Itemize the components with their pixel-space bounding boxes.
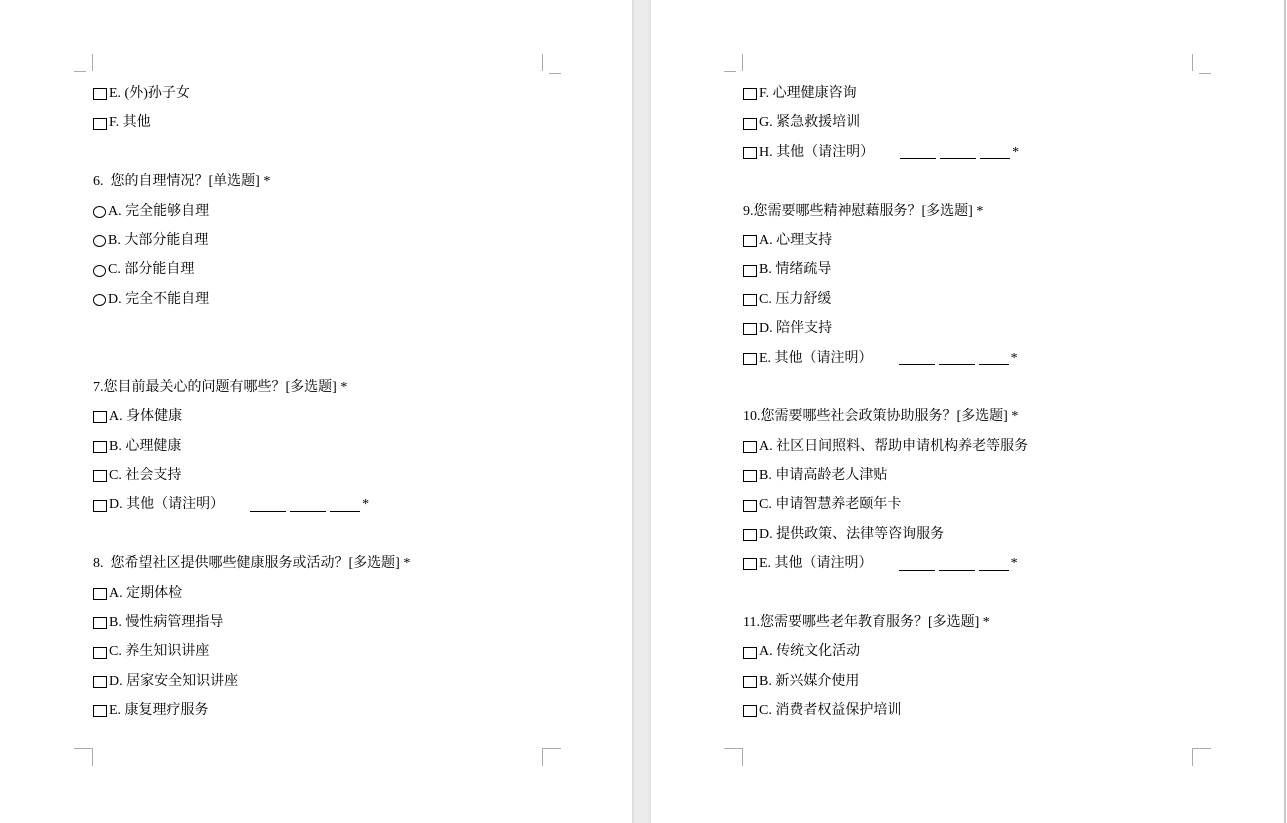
option-line[interactable]	[93, 667, 573, 696]
checkbox-icon[interactable]	[93, 411, 107, 423]
checkbox-icon[interactable]	[93, 470, 107, 482]
question-text: 10.您需要哪些社会政策协助服务？[多选题] *	[743, 409, 1019, 425]
checkbox-icon[interactable]	[93, 588, 107, 600]
question-text: 9.您需要哪些精神慰藉服务？[多选题] *	[743, 203, 984, 219]
text-boundary-mark	[1192, 748, 1211, 749]
checkbox-icon[interactable]	[743, 323, 757, 335]
fill-in-blank-line	[979, 569, 1009, 571]
blank-line	[743, 579, 1223, 608]
text-boundary-mark	[724, 71, 736, 72]
checkbox-icon[interactable]	[93, 441, 107, 453]
checkbox-icon[interactable]	[743, 558, 757, 570]
option-text: D. 居家安全知识讲座	[109, 673, 239, 689]
fill-in-blank-line	[250, 510, 286, 512]
question-text: 7.您目前最关心的问题有哪些？[多选题] *	[93, 379, 348, 395]
fill-in-blank-line	[940, 157, 976, 159]
option-text: A. 传统文化活动	[759, 644, 861, 660]
page-2-text-area	[743, 79, 1223, 726]
fill-in-blank-line	[939, 363, 975, 365]
option-line[interactable]	[743, 637, 1223, 666]
checkbox-icon[interactable]	[743, 500, 757, 512]
question-line	[93, 549, 573, 578]
option-text: D. 陪伴支持	[759, 321, 833, 337]
option-line[interactable]	[743, 226, 1223, 255]
option-line[interactable]	[743, 314, 1223, 343]
option-text: A. 完全能够自理	[108, 203, 210, 219]
radio-icon[interactable]	[93, 294, 106, 306]
option-text: B. 新兴媒介使用	[759, 673, 860, 689]
option-line[interactable]	[743, 549, 1223, 578]
radio-icon[interactable]	[93, 206, 106, 218]
option-line[interactable]	[93, 255, 573, 284]
option-line[interactable]	[743, 79, 1223, 108]
fill-in-blank-line	[899, 363, 935, 365]
text-boundary-mark	[74, 71, 86, 72]
option-text: D. 提供政策、法律等咨询服务	[759, 526, 945, 542]
option-text: D. 其他（请注明）	[109, 497, 225, 513]
option-line[interactable]	[93, 696, 573, 725]
checkbox-icon[interactable]	[93, 617, 107, 629]
checkbox-icon[interactable]	[743, 441, 757, 453]
option-text: B. 大部分能自理	[108, 232, 209, 248]
fill-in-blank-line	[980, 157, 1010, 159]
text-boundary-mark	[542, 749, 543, 766]
option-line[interactable]	[93, 226, 573, 255]
option-line[interactable]	[93, 461, 573, 490]
question-text: 8. 您希望社区提供哪些健康服务或活动？[多选题] *	[93, 556, 411, 572]
checkbox-icon[interactable]	[743, 353, 757, 365]
option-line[interactable]	[743, 696, 1223, 725]
fill-in-blank-line	[290, 510, 326, 512]
option-text: B. 慢性病管理指导	[109, 615, 224, 631]
option-line[interactable]	[743, 285, 1223, 314]
option-line[interactable]	[93, 108, 573, 137]
option-line[interactable]	[93, 79, 573, 108]
text-boundary-mark	[74, 748, 93, 749]
option-text: C. 消费者权益保护培训	[759, 703, 902, 719]
fill-in-blank-line	[899, 569, 935, 571]
required-asterisk: *	[362, 497, 370, 513]
option-text: E. 其他（请注明）	[759, 556, 873, 572]
fill-in-blank-line	[979, 363, 1009, 365]
required-asterisk: *	[1012, 144, 1020, 160]
text-boundary-mark	[542, 54, 543, 71]
checkbox-icon[interactable]	[93, 88, 107, 100]
option-line[interactable]	[93, 197, 573, 226]
option-line[interactable]	[743, 255, 1223, 284]
blank-line	[743, 167, 1223, 196]
option-text: C. 压力舒缓	[759, 291, 832, 307]
option-line[interactable]	[93, 637, 573, 666]
text-boundary-mark	[542, 748, 561, 749]
fill-in-blank-line	[939, 569, 975, 571]
checkbox-icon[interactable]	[743, 147, 757, 159]
checkbox-icon[interactable]	[93, 705, 107, 717]
option-text: D. 完全不能自理	[108, 291, 210, 307]
option-line[interactable]	[743, 667, 1223, 696]
option-line[interactable]	[93, 402, 573, 431]
option-text: C. 部分能自理	[108, 262, 195, 278]
option-text: E. 其他（请注明）	[759, 350, 873, 366]
option-text: A. 心理支持	[759, 232, 833, 248]
checkbox-icon[interactable]	[743, 88, 757, 100]
option-line[interactable]	[93, 285, 573, 314]
checkbox-icon[interactable]	[743, 705, 757, 717]
checkbox-icon[interactable]	[743, 647, 757, 659]
document-page-2	[651, 0, 1284, 823]
option-line[interactable]	[93, 490, 573, 519]
option-line[interactable]	[743, 461, 1223, 490]
text-boundary-mark	[742, 749, 743, 766]
checkbox-icon[interactable]	[93, 118, 107, 130]
checkbox-icon[interactable]	[743, 118, 757, 130]
checkbox-icon[interactable]	[743, 294, 757, 306]
question-line	[743, 402, 1223, 431]
checkbox-icon[interactable]	[743, 529, 757, 541]
option-text: F. 其他	[109, 115, 151, 131]
fill-in-blank-line	[330, 510, 360, 512]
text-boundary-mark	[1199, 73, 1211, 74]
text-boundary-mark	[549, 73, 561, 74]
option-line[interactable]	[743, 490, 1223, 519]
option-text: B. 情绪疏导	[759, 262, 832, 278]
option-line[interactable]	[93, 432, 573, 461]
option-text: G. 紧急救援培训	[759, 115, 861, 131]
required-asterisk: *	[1010, 556, 1018, 572]
option-text: A. 定期体检	[109, 585, 183, 601]
option-text: B. 申请高龄老人津贴	[759, 468, 888, 484]
option-line[interactable]	[93, 608, 573, 637]
question-line	[93, 373, 573, 402]
blank-line	[93, 138, 573, 167]
page-gutter	[632, 0, 651, 823]
text-boundary-mark	[92, 54, 93, 71]
option-text: H. 其他（请注明）	[759, 144, 875, 160]
option-line[interactable]	[743, 108, 1223, 137]
blank-line	[93, 344, 573, 373]
option-text: B. 心理健康	[109, 438, 182, 454]
option-text: C. 养生知识讲座	[109, 644, 210, 660]
question-line	[743, 608, 1223, 637]
text-boundary-mark	[1192, 54, 1193, 71]
option-text: C. 申请智慧养老颐年卡	[759, 497, 902, 513]
blank-line	[93, 520, 573, 549]
option-text: A. 社区日间照料、帮助申请机构养老等服务	[759, 438, 1029, 454]
text-boundary-mark	[92, 749, 93, 766]
text-boundary-mark	[1192, 749, 1193, 766]
option-line[interactable]	[743, 520, 1223, 549]
option-line[interactable]	[743, 344, 1223, 373]
option-text: A. 身体健康	[109, 409, 183, 425]
radio-icon[interactable]	[93, 235, 106, 247]
option-line[interactable]	[743, 432, 1223, 461]
window-edge-line	[1284, 0, 1286, 823]
fill-in-blank-line	[900, 157, 936, 159]
question-line	[743, 197, 1223, 226]
radio-icon[interactable]	[93, 265, 106, 277]
blank-line	[93, 314, 573, 343]
text-boundary-mark	[724, 748, 743, 749]
blank-line	[743, 373, 1223, 402]
option-text: C. 社会支持	[109, 468, 182, 484]
checkbox-icon[interactable]	[743, 676, 757, 688]
checkbox-icon[interactable]	[743, 265, 757, 277]
option-text: F. 心理健康咨询	[759, 86, 857, 101]
option-text: E. (外)孙子女	[109, 86, 190, 101]
text-boundary-mark	[742, 54, 743, 71]
checkbox-icon[interactable]	[743, 470, 757, 482]
option-line[interactable]	[93, 579, 573, 608]
checkbox-icon[interactable]	[93, 676, 107, 688]
document-page-1	[0, 0, 632, 823]
checkbox-icon[interactable]	[93, 647, 107, 659]
option-text: E. 康复理疗服务	[109, 703, 209, 719]
checkbox-icon[interactable]	[743, 235, 757, 247]
question-text: 6. 您的自理情况？[单选题] *	[93, 174, 271, 190]
page-1-text-area	[93, 79, 573, 726]
option-line[interactable]	[743, 138, 1223, 167]
question-line	[93, 167, 573, 196]
checkbox-icon[interactable]	[93, 500, 107, 512]
question-text: 11.您需要哪些老年教育服务？[多选题] *	[743, 615, 990, 631]
required-asterisk: *	[1010, 350, 1018, 366]
